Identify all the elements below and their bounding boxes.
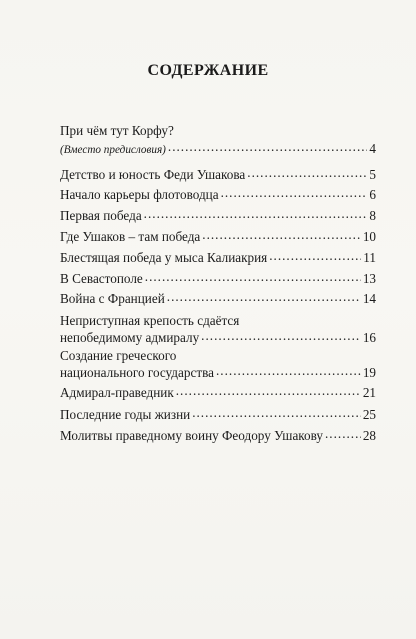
toc-entry-title: Последние годы жизни — [60, 407, 191, 422]
toc-page-number: 8 — [369, 208, 376, 223]
toc-entry-title: При чём тут Корфу? — [60, 123, 174, 138]
page-title: СОДЕРЖАНИЕ — [147, 62, 269, 79]
dot-leader — [168, 140, 368, 154]
toc-entry-kaliakria — [60, 251, 376, 265]
toc-entry-ushakov-victory — [60, 230, 376, 244]
toc-entry-title: Адмирал-праведник — [60, 385, 174, 400]
dot-leader — [216, 364, 361, 378]
toc-page-number: 6 — [369, 187, 376, 202]
toc-page-number: 13 — [362, 271, 376, 286]
toc-entry-title: Блестящая победа у мыса Калиакрия — [60, 250, 268, 265]
toc-page-number: 4 — [369, 141, 376, 156]
dot-leader — [202, 228, 361, 242]
dot-leader — [221, 186, 368, 200]
dot-leader — [269, 249, 361, 263]
toc-entry-title: Неприступная крепость сдаётся — [60, 313, 240, 328]
toc-entry-title: Детство и юность Феди Ушакова — [60, 167, 246, 182]
toc-page-number: 25 — [362, 407, 376, 422]
toc-entry-title: Война с Францией — [60, 291, 165, 306]
toc-entry-france-war — [60, 292, 376, 306]
dot-leader — [192, 406, 361, 420]
toc-entry-title-continued: национального государства — [60, 365, 214, 380]
toc-entry-greek-state — [60, 349, 376, 380]
toc-entry-fortress — [60, 314, 376, 345]
toc-entry-title: Первая победа — [60, 208, 142, 223]
dot-leader — [176, 384, 361, 398]
toc-entry-title: Где Ушаков – там победа — [60, 229, 201, 244]
toc-page-number: 14 — [362, 291, 376, 306]
toc-entry-subtitle: (Вместо предисловия) — [60, 144, 166, 156]
toc-page-number: 21 — [362, 385, 376, 400]
toc-entry-righteous-admiral — [60, 386, 376, 400]
dot-leader — [167, 290, 361, 304]
toc-entry-title: Начало карьеры флотоводца — [60, 187, 219, 202]
dot-leader — [247, 166, 367, 180]
toc-entry-prayers — [60, 429, 376, 443]
dot-leader — [325, 427, 361, 441]
toc-entry-career — [60, 188, 376, 202]
toc-entry-childhood — [60, 168, 376, 182]
dot-leader — [201, 329, 361, 343]
toc-page-number: 19 — [362, 365, 376, 380]
toc-entry-title: Молитвы праведному воину Феодору Ушакову — [60, 428, 323, 443]
toc-page-number: 11 — [363, 250, 376, 265]
toc-entry-title: Создание греческого — [60, 348, 177, 363]
toc-page-number: 5 — [369, 167, 376, 182]
dot-leader — [145, 270, 361, 284]
toc-page-number: 16 — [362, 330, 376, 345]
toc-entry-first-victory — [60, 209, 376, 223]
toc-entry-title: В Севастополе — [60, 271, 143, 286]
toc-entry-title-continued: непобедимому адмиралу — [60, 330, 200, 345]
toc-entry-last-years — [60, 408, 376, 422]
toc-entry-sevastopol — [60, 272, 376, 286]
dot-leader — [144, 207, 368, 221]
toc-entry-preface — [60, 124, 376, 157]
toc-page-number: 10 — [362, 229, 376, 244]
toc-page-number: 28 — [362, 428, 376, 443]
